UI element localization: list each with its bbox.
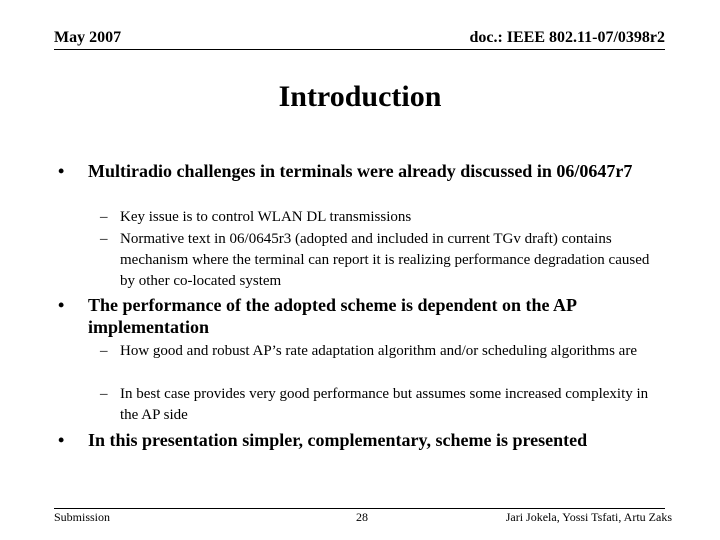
- slide-title: Introduction: [278, 80, 442, 113]
- footer-authors: Jari Jokela, Yossi Tsfati, Artu Zaks: [505, 510, 672, 524]
- dash-marker: –: [100, 209, 108, 225]
- bullet-3-text: In this presentation simpler, complementary, scheme is presented: [88, 430, 588, 450]
- footer-divider: [54, 508, 665, 509]
- bullet-2-text: The performance of the adopted scheme is dependent on the AP implementation: [88, 295, 576, 337]
- sub-bullet-1-2-text: Normative text in 06/0645r3 (adopted and included in current TGv draft) contains mechanism where the terminal can report it is realizing performance degradation caused by other co-located system: [120, 231, 650, 289]
- header-doc-id: doc.: IEEE 802.11-07/0398r2: [469, 29, 665, 46]
- dash-marker: –: [100, 386, 108, 402]
- footer-page-number: 28: [356, 510, 368, 524]
- footer-submission: Submission: [54, 510, 111, 524]
- header-date: May 2007: [54, 29, 122, 46]
- sub-bullet-2-1-text: How good and robust AP’s rate adaptation algorithm and/or scheduling algorithms are: [120, 343, 637, 359]
- header-divider: [54, 49, 665, 50]
- dash-marker: –: [100, 343, 108, 359]
- bullet-marker: •: [58, 161, 65, 181]
- dash-marker: –: [100, 231, 108, 247]
- bullet-marker: •: [58, 295, 65, 315]
- bullet-marker: •: [58, 430, 65, 450]
- sub-bullet-2-2-text: In best case provides very good performance but assumes some increased complexity in the AP side: [120, 386, 649, 423]
- sub-bullet-1-1-text: Key issue is to control WLAN DL transmissions: [120, 209, 412, 225]
- bullet-1-text: Multiradio challenges in terminals were already discussed in 06/0647r7: [88, 161, 633, 181]
